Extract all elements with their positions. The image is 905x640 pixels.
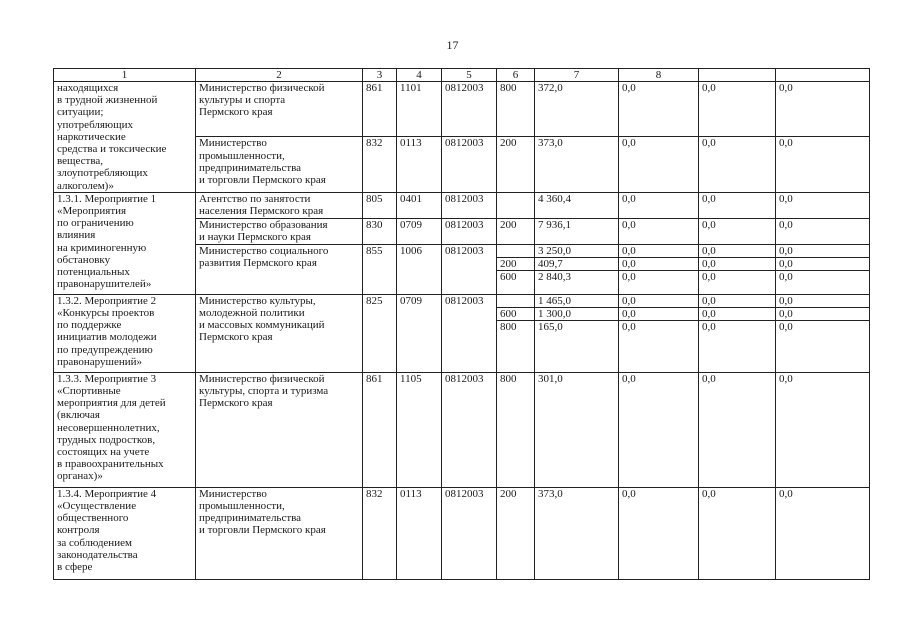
description-line: 1.3.2. Мероприятие 2 <box>57 294 157 307</box>
ministry-line: и науки Пермского края <box>199 231 311 244</box>
year-value-cell <box>699 137 776 192</box>
expense-type-cell <box>497 294 535 372</box>
admin-code-cell: 825 <box>363 294 397 372</box>
header-cell: 1 <box>54 69 196 82</box>
target-article-cell: 0812003 <box>442 244 497 294</box>
year-value-cell <box>699 82 776 137</box>
value-line: 373,0 <box>538 137 563 150</box>
ministry-line: предпринимательства <box>199 161 302 174</box>
ministry-cell <box>196 244 363 294</box>
description-line: вещества, <box>57 155 104 168</box>
year-value-cell <box>776 294 870 372</box>
amount-cell <box>535 218 619 244</box>
value-line <box>497 245 534 258</box>
section-code-cell: 1105 <box>397 372 442 487</box>
year-value-cell <box>619 218 699 244</box>
year-value-cell <box>699 372 776 487</box>
description-line: трудных подростков, <box>57 433 156 446</box>
section-code-cell: 0709 <box>397 218 442 244</box>
description-line: злоупотребляющих <box>57 167 148 180</box>
table-row <box>54 372 870 487</box>
year-value-cell <box>776 487 870 579</box>
ministry-line: Агентство по занятости <box>199 192 311 205</box>
description-line: законодательства <box>57 548 138 561</box>
value-line: 0,0 <box>622 487 636 500</box>
admin-code-cell: 861 <box>363 372 397 487</box>
description-line: состоящих на учете <box>57 446 150 459</box>
ministry-cell <box>196 218 363 244</box>
value-line: 0,0 <box>702 137 716 150</box>
ministry-line: населения Пермского края <box>199 205 324 218</box>
value-line: 0,0 <box>776 308 869 321</box>
amount-cell <box>535 294 619 372</box>
description-line: средства и токсические <box>57 143 167 156</box>
ministry-cell <box>196 372 363 487</box>
description-line: за соблюдением <box>57 536 132 549</box>
header-cell <box>776 69 870 82</box>
description-line: 1.3.4. Мероприятие 4 <box>57 487 157 500</box>
value-line: 200 <box>497 258 534 271</box>
value-line: 0,0 <box>619 295 698 308</box>
value-line: 0,0 <box>776 295 869 308</box>
amount-cell <box>535 82 619 137</box>
value-line: 0,0 <box>619 308 698 321</box>
value-line: 200 <box>500 487 517 500</box>
year-value-cell <box>699 487 776 579</box>
value-line: 0,0 <box>702 372 716 385</box>
description-line: «Мероприятия <box>57 205 127 218</box>
ministry-cell <box>196 137 363 192</box>
ministry-line: культуры, спорта и туризма <box>199 385 329 398</box>
ministry-line: предпринимательства <box>199 512 302 525</box>
section-code-cell: 1006 <box>397 244 442 294</box>
description-line: по поддержке <box>57 319 122 332</box>
description-line: органах)» <box>57 470 103 483</box>
value-line: 0,0 <box>699 308 775 321</box>
amount-cell <box>535 244 619 294</box>
value-line: 0,0 <box>779 487 793 500</box>
table-row <box>54 294 870 372</box>
value-line: 0,0 <box>779 270 793 283</box>
description-line: находящихся <box>57 82 119 94</box>
ministry-cell <box>196 82 363 137</box>
amount-cell <box>535 372 619 487</box>
ministry-line: Пермского края <box>199 331 273 344</box>
description-line: правонарушителей» <box>57 278 152 291</box>
ministry-cell <box>196 192 363 218</box>
ministry-line: Министерство физической <box>199 372 325 385</box>
description-line: «Осуществление <box>57 500 137 513</box>
value-line: 7 936,1 <box>538 218 571 231</box>
value-line: 200 <box>500 218 517 231</box>
value-line: 301,0 <box>538 372 563 385</box>
value-line: 0,0 <box>622 218 636 231</box>
description-line: несовершеннолетних, <box>57 421 160 434</box>
value-line: 600 <box>500 270 517 283</box>
value-line: 600 <box>497 308 534 321</box>
value-line: 0,0 <box>776 258 869 271</box>
description-line: обстановку <box>57 253 111 266</box>
measure-description <box>54 372 196 487</box>
table-row <box>54 82 870 137</box>
amount-cell <box>535 137 619 192</box>
value-line: 0,0 <box>702 270 716 283</box>
value-line: 0,0 <box>779 372 793 385</box>
header-cell: 2 <box>196 69 363 82</box>
target-article-cell: 0812003 <box>442 82 497 137</box>
value-line: 0,0 <box>622 192 636 205</box>
year-value-cell <box>619 244 699 294</box>
description-line: «Спортивные <box>57 385 121 398</box>
description-line: в сфере <box>57 561 93 574</box>
page-number: 17 <box>446 38 459 52</box>
value-line: 800 <box>500 82 517 94</box>
ministry-cell <box>196 294 363 372</box>
table-row <box>54 487 870 579</box>
admin-code-cell: 832 <box>363 137 397 192</box>
ministry-line: и массовых коммуникаций <box>199 319 325 332</box>
budget-table <box>53 68 870 580</box>
ministry-line: Министерство социального <box>199 244 329 257</box>
description-line: инициатив молодежи <box>57 331 157 344</box>
measure-description <box>54 82 196 193</box>
value-line: 3 250,0 <box>535 245 618 258</box>
expense-type-cell <box>497 487 535 579</box>
year-value-cell <box>699 294 776 372</box>
value-line <box>497 295 534 308</box>
section-code-cell: 0113 <box>397 487 442 579</box>
value-line: 0,0 <box>779 82 793 94</box>
description-line: правонарушений» <box>57 355 143 368</box>
value-line: 0,0 <box>702 487 716 500</box>
expense-type-cell <box>497 218 535 244</box>
ministry-line: молодежной политики <box>199 307 305 320</box>
target-article-cell: 0812003 <box>442 192 497 218</box>
value-line: 1 465,0 <box>535 295 618 308</box>
header-cell: 7 <box>535 69 619 82</box>
description-line: по ограничению <box>57 217 134 230</box>
admin-code-cell: 830 <box>363 218 397 244</box>
expense-type-cell <box>497 82 535 137</box>
target-article-cell: 0812003 <box>442 294 497 372</box>
description-line: «Конкурсы проектов <box>57 307 155 320</box>
value-line: 0,0 <box>622 82 636 94</box>
admin-code-cell: 861 <box>363 82 397 137</box>
description-line: влияния <box>57 229 96 242</box>
value-line: 0,0 <box>622 270 636 283</box>
year-value-cell <box>619 192 699 218</box>
value-line: 0,0 <box>699 295 775 308</box>
description-line: общественного <box>57 512 129 525</box>
description-line: ситуации; <box>57 106 104 119</box>
target-article-cell: 0812003 <box>442 218 497 244</box>
header-cell: 3 <box>363 69 397 82</box>
year-value-cell <box>619 294 699 372</box>
description-line: в трудной жизненной <box>57 94 158 107</box>
description-line: (включая <box>57 409 100 422</box>
ministry-cell <box>196 487 363 579</box>
value-line: 0,0 <box>699 258 775 271</box>
value-line: 0,0 <box>702 192 716 205</box>
year-value-cell <box>619 82 699 137</box>
value-line: 372,0 <box>538 82 563 94</box>
value-line: 373,0 <box>538 487 563 500</box>
year-value-cell <box>776 372 870 487</box>
year-value-cell <box>699 218 776 244</box>
value-line: 0,0 <box>779 137 793 150</box>
header-row <box>54 69 870 82</box>
target-article-cell: 0812003 <box>442 137 497 192</box>
description-line: наркотические <box>57 130 126 143</box>
admin-code-cell: 832 <box>363 487 397 579</box>
expense-type-cell <box>497 192 535 218</box>
value-line: 800 <box>500 320 517 333</box>
year-value-cell <box>776 137 870 192</box>
value-line: 4 360,4 <box>538 192 571 205</box>
value-line: 0,0 <box>622 137 636 150</box>
amount-cell <box>535 192 619 218</box>
value-line: 0,0 <box>699 245 775 258</box>
target-article-cell: 0812003 <box>442 372 497 487</box>
value-line: 0,0 <box>779 218 793 231</box>
year-value-cell <box>776 82 870 137</box>
table-row <box>54 192 870 218</box>
value-line: 0,0 <box>779 192 793 205</box>
year-value-cell <box>619 372 699 487</box>
description-line: употребляющих <box>57 118 134 131</box>
header-cell: 8 <box>619 69 699 82</box>
year-value-cell <box>776 244 870 294</box>
ministry-line: промышленности, <box>199 500 285 513</box>
description-line: контроля <box>57 524 100 537</box>
value-line: 0,0 <box>619 258 698 271</box>
target-article-cell: 0812003 <box>442 487 497 579</box>
measure-description <box>54 294 196 372</box>
expense-type-cell <box>497 372 535 487</box>
value-line: 0,0 <box>622 372 636 385</box>
value-line: 2 840,3 <box>538 270 571 283</box>
value-line: 800 <box>500 372 517 385</box>
ministry-line: Пермского края <box>199 397 273 410</box>
description-line: на криминогенную <box>57 241 147 254</box>
ministry-line: Министерство образования <box>199 218 328 231</box>
description-line: потенциальных <box>57 266 130 279</box>
value-line: 1 300,0 <box>535 308 618 321</box>
year-value-cell <box>699 244 776 294</box>
description-line: в правоохранительных <box>57 458 164 471</box>
value-line: 0,0 <box>779 320 793 333</box>
description-line: алкоголем)» <box>57 179 114 192</box>
section-code-cell: 1101 <box>397 82 442 137</box>
description-line: 1.3.3. Мероприятие 3 <box>57 372 157 385</box>
year-value-cell <box>776 192 870 218</box>
section-code-cell: 0709 <box>397 294 442 372</box>
description-line: по предупреждению <box>57 343 153 356</box>
measure-description <box>54 487 196 579</box>
value-line: 0,0 <box>619 245 698 258</box>
description-line: мероприятия для детей <box>57 397 166 410</box>
value-line: 0,0 <box>776 245 869 258</box>
amount-cell <box>535 487 619 579</box>
ministry-line: Министерство культуры, <box>199 294 316 307</box>
value-line: 200 <box>500 137 517 150</box>
ministry-line: и торговли Пермского края <box>199 524 326 537</box>
value-line: 0,0 <box>702 320 716 333</box>
value-line: 0,0 <box>702 82 716 94</box>
ministry-line: и торговли Пермского края <box>199 174 326 187</box>
expense-type-cell <box>497 244 535 294</box>
ministry-line: развития Пермского края <box>199 257 317 270</box>
header-cell <box>699 69 776 82</box>
section-code-cell: 0401 <box>397 192 442 218</box>
value-line: 409,7 <box>535 258 618 271</box>
header-cell: 6 <box>497 69 535 82</box>
admin-code-cell: 855 <box>363 244 397 294</box>
year-value-cell <box>699 192 776 218</box>
ministry-line: Министерство <box>199 137 267 150</box>
measure-description <box>54 192 196 294</box>
admin-code-cell: 805 <box>363 192 397 218</box>
ministry-line: Министерство физической <box>199 82 325 94</box>
ministry-line: промышленности, <box>199 149 285 162</box>
ministry-line: Пермского края <box>199 106 273 119</box>
header-cell: 4 <box>397 69 442 82</box>
ministry-line: культуры и спорта <box>199 94 286 107</box>
ministry-line: Министерство <box>199 487 267 500</box>
year-value-cell <box>776 218 870 244</box>
year-value-cell <box>619 487 699 579</box>
expense-type-cell <box>497 137 535 192</box>
description-line: 1.3.1. Мероприятие 1 <box>57 192 157 205</box>
value-line: 0,0 <box>622 320 636 333</box>
header-cell: 5 <box>442 69 497 82</box>
value-line: 0,0 <box>702 218 716 231</box>
section-code-cell: 0113 <box>397 137 442 192</box>
value-line: 165,0 <box>538 320 563 333</box>
year-value-cell <box>619 137 699 192</box>
